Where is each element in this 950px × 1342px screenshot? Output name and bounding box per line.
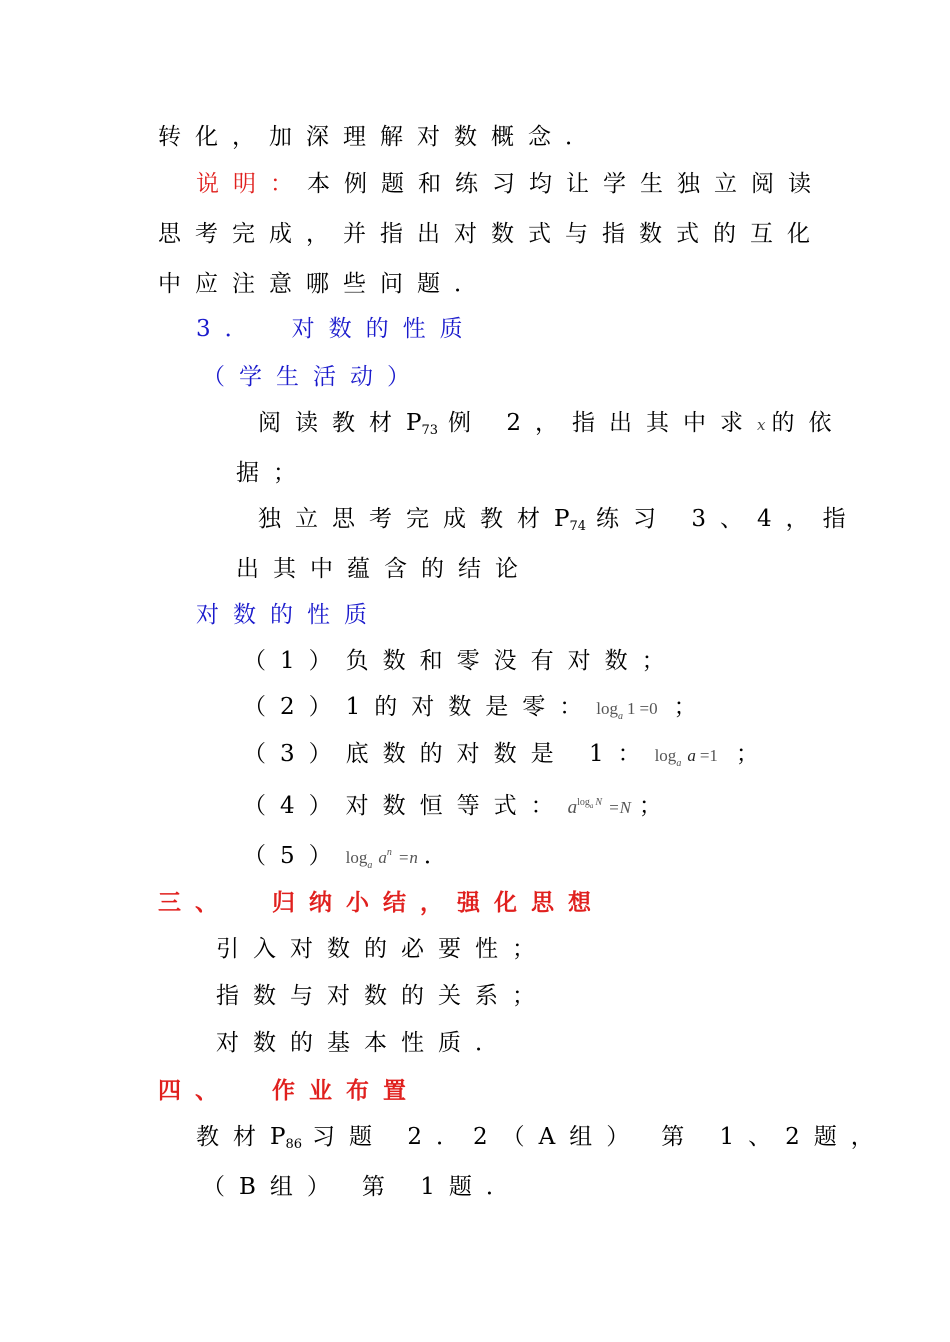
formula-log-a-a-n: $\log_a a^n =n$ — [345, 847, 418, 871]
section-three-heading: 三、 归纳小结，强化思想 — [158, 889, 605, 916]
activity-line-1: 阅读教材$P_{73}$ 例 2，指出其中求x 的依 — [258, 410, 846, 438]
property-5: $(5)\log_a$ $a^n =n$ ． — [243, 843, 461, 871]
variable-x: x — [756, 416, 766, 434]
summary-3: 对数的基本性质． — [216, 1030, 512, 1056]
activity-line-3: 独立思考完成教材$P_{74}$ 练习 3、4，指 — [258, 506, 860, 534]
property-2: （2）1的对数是零：$\log_a 1 =0$ ； — [243, 694, 711, 722]
property-1: （1）负数和零没有对数； — [243, 648, 679, 674]
formula-log-a-1: $\log_a 1 =0$ — [596, 699, 658, 722]
text-line-1: 转化，加深理解对数概念． — [158, 124, 602, 150]
homework-line-1: 教材$P_{86}$ 习题 2．2（A组） 第 1、2题， — [196, 1124, 888, 1152]
student-activity-label: （学生活动） — [202, 364, 424, 390]
property-3: （3）底数的对数是 1：$\log_a a =1$ ； — [243, 741, 773, 769]
section-four-heading: 四、 作业布置 — [158, 1077, 420, 1104]
note-label: 说明： — [196, 171, 307, 197]
formula-log-a-a: $\log_a a =1$ — [654, 746, 718, 769]
properties-heading: 对数的性质 — [196, 602, 381, 628]
summary-1: 引入对数的必要性； — [216, 936, 549, 962]
activity-line-4: 出其中蕴含的结论 — [236, 556, 532, 582]
text-line-3: 思考完成，并指出对数式与指数式的互化 — [158, 221, 824, 247]
text-line-4: 中应注意哪些问题． — [158, 271, 491, 297]
homework-line-2: （B组） 第 1题． — [202, 1174, 523, 1200]
formula-identity: $a^{loga}$ $^N$ =N — [567, 797, 631, 818]
section-3-heading: 3． 对数的性质 — [196, 316, 477, 342]
note-line: 说明：本例题和练习均让学生独立阅读 — [196, 171, 825, 197]
summary-2: 指数与对数的关系； — [216, 983, 549, 1009]
property-4: （4）对数恒等式：$a^{loga}$ $^N$ =N ； — [243, 793, 676, 819]
activity-line-2: 据； — [236, 460, 310, 486]
